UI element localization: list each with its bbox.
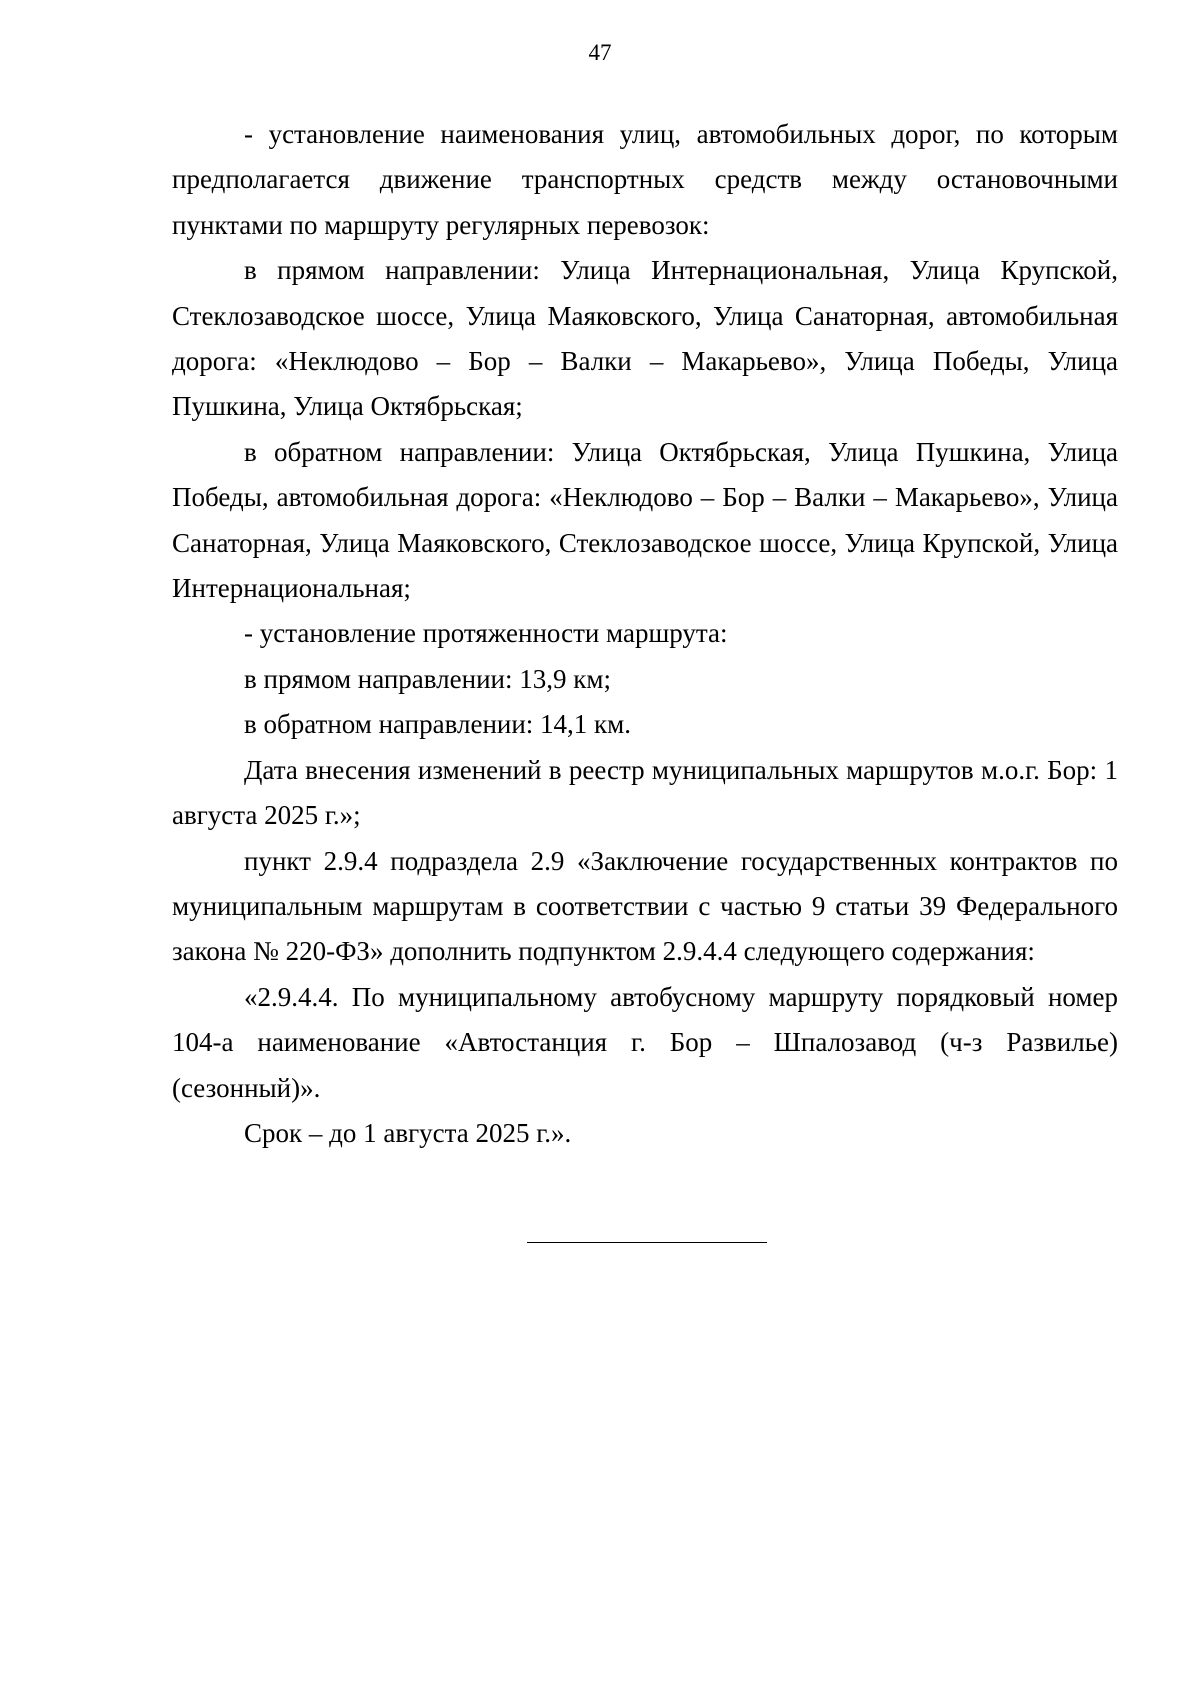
paragraph-forward-length: в прямом направлении: 13,9 км; xyxy=(244,663,611,694)
document-body xyxy=(172,112,1118,1156)
paragraph-clause-amendment: пункт 2.9.4 подраздела 2.9 «Заключение государственных контрактов по муниципальным маршрутам в соответствии с частью 9 статьи 39 Федерального закона № 220-ФЗ» дополнить подпунктом 2.9.4.4 следующего содержания: xyxy=(172,845,1118,967)
paragraph-forward-direction-streets: в прямом направлении: Улица Интернациональная, Улица Крупской, Стеклозаводское шоссе, Улица Маяковского, Улица Санаторная, автомобильная дорога: «Неклюдово – Бор – Валки – Макарьево», Улица Победы, Улица Пушкина, Улица Октябрьская; xyxy=(172,255,1118,422)
paragraph-subclause-text: «2.9.4.4. По муниципальному автобусному маршруту порядковый номер 104-а наименование «Автостанция г. Бор – Шпалозавод (ч-з Развилье) (сезонный)». xyxy=(172,981,1118,1103)
paragraph-street-names-intro: - установление наименования улиц, автомобильных дорог, по которым предполагается движение транспортных средств между остановочными пунктами по маршруту регулярных перевозок: xyxy=(172,119,1118,240)
page-number: 47 xyxy=(588,40,612,65)
paragraph-deadline: Срок – до 1 августа 2025 г.». xyxy=(244,1117,572,1148)
paragraph-reverse-direction-streets: в обратном направлении: Улица Октябрьская, Улица Пушкина, Улица Победы, автомобильная дорога: «Неклюдово – Бор – Валки – Макарьево», Улица Санаторная, Улица Маяковского, Стеклозаводское шоссе, Улица Крупской, Улица Интернациональная; xyxy=(172,436,1118,604)
end-separator-line xyxy=(527,1242,767,1243)
paragraph-registry-date: Дата внесения изменений в реестр муниципальных маршрутов м.о.г. Бор: 1 августа 2025 г.»; xyxy=(172,754,1118,831)
paragraph-reverse-length: в обратном направлении: 14,1 км. xyxy=(244,709,632,740)
paragraph-route-length-intro: - установление протяженности маршрута: xyxy=(244,618,728,649)
